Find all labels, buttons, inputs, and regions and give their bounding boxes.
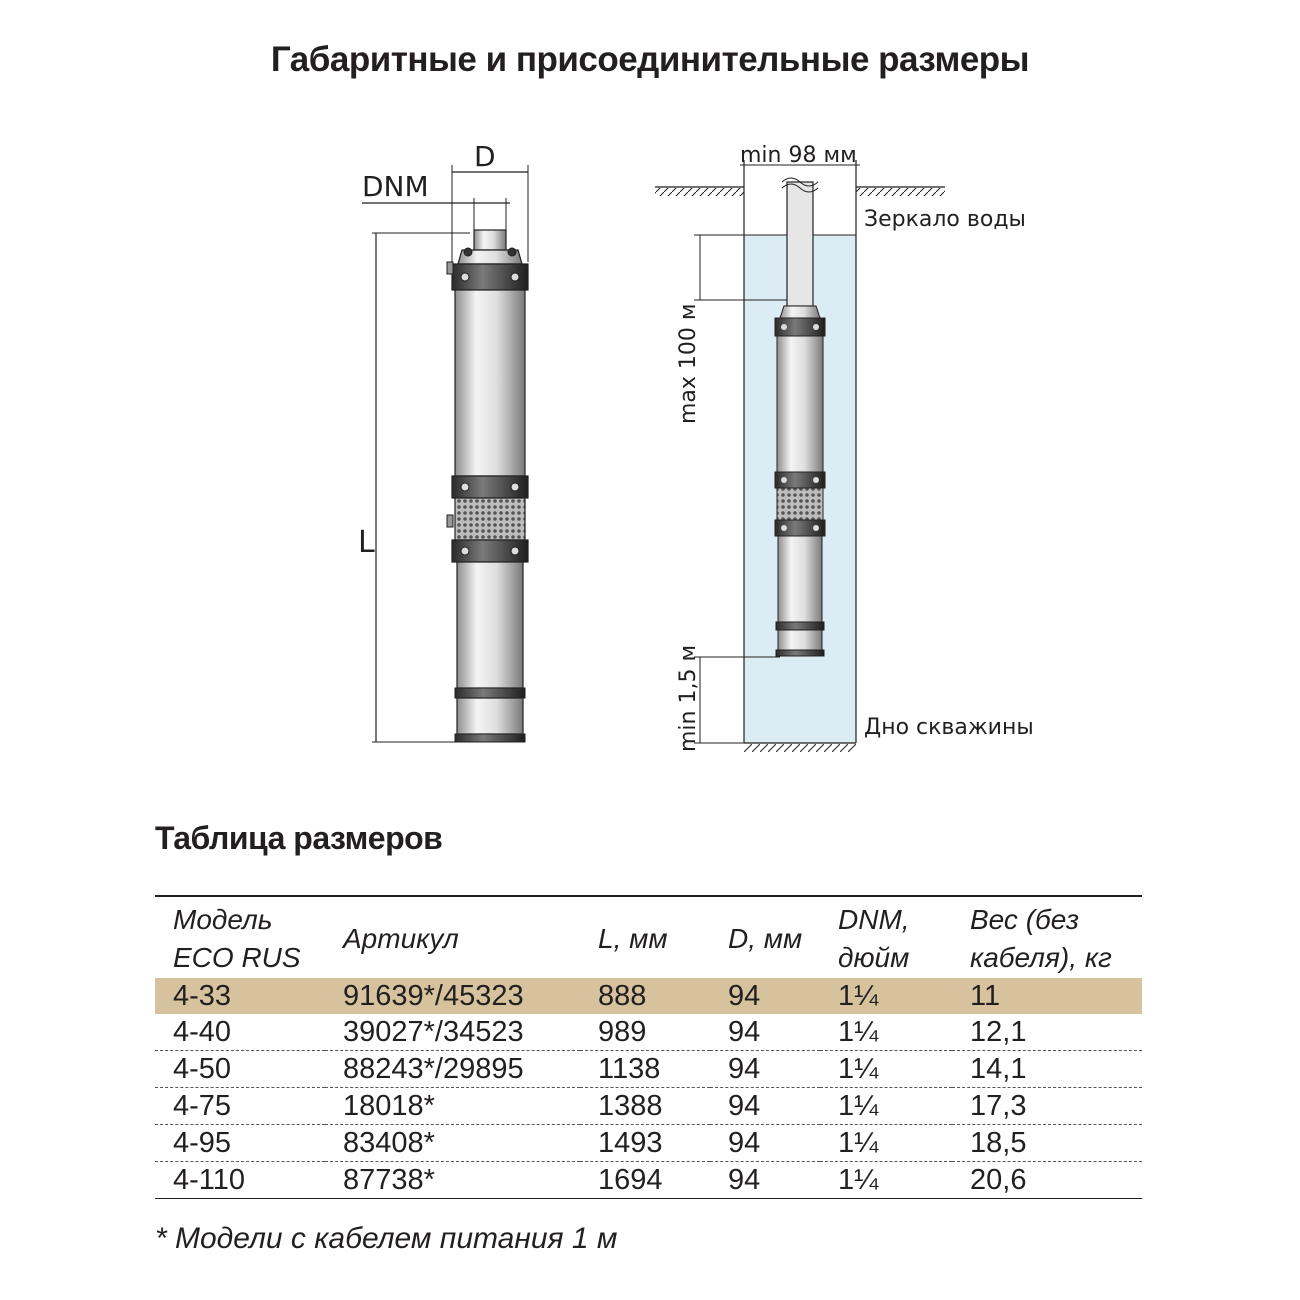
cell-article: 91639*/45323 [325, 978, 580, 1014]
cell-model: 4-75 [155, 1088, 325, 1125]
cell-diameter: 94 [710, 1014, 820, 1051]
header-weight: Вес (без кабеля), кг [970, 904, 1112, 973]
dim-d-label: D [474, 140, 496, 173]
dim-l-label: L [358, 525, 375, 560]
cell-model: 4-110 [155, 1162, 325, 1199]
cell-weight: 14,1 [952, 1051, 1142, 1088]
table-title: Таблица размеров [155, 820, 443, 856]
cell-model: 4-33 [155, 978, 325, 1014]
cell-article: 87738* [325, 1162, 580, 1199]
water-level-label: Зеркало воды [864, 207, 1026, 232]
cell-article: 39027*/34523 [325, 1014, 580, 1051]
header-length: L, мм [598, 923, 668, 954]
cell-dnm: 1¼ [820, 978, 952, 1014]
page-title: Габаритные и присоединительные размеры [270, 40, 1030, 79]
footnote: * Модели с кабелем питания 1 м [155, 1222, 618, 1255]
cell-model: 4-95 [155, 1125, 325, 1162]
cell-length: 1138 [580, 1051, 710, 1088]
cell-weight: 20,6 [952, 1162, 1142, 1199]
well-bottom-label: Дно скважины [864, 715, 1034, 740]
cell-model: 4-50 [155, 1051, 325, 1088]
cell-weight: 12,1 [952, 1014, 1142, 1051]
cell-length: 1694 [580, 1162, 710, 1199]
cell-length: 1388 [580, 1088, 710, 1125]
max-depth-label: max 100 м [676, 303, 701, 424]
cell-diameter: 94 [710, 1162, 820, 1199]
dimensions-table [155, 895, 1142, 1199]
cell-dnm: 1¼ [820, 1162, 952, 1199]
table-row [155, 978, 1142, 1014]
table-row [155, 1125, 1142, 1162]
cell-article: 83408* [325, 1125, 580, 1162]
cell-length: 1493 [580, 1125, 710, 1162]
cell-length: 989 [580, 1014, 710, 1051]
cell-dnm: 1¼ [820, 1051, 952, 1088]
cell-article: 18018* [325, 1088, 580, 1125]
min-bottom-label: min 1,5 м [676, 644, 701, 752]
cell-weight: 18,5 [952, 1125, 1142, 1162]
cell-diameter: 94 [710, 1051, 820, 1088]
cell-diameter: 94 [710, 978, 820, 1014]
cell-weight: 17,3 [952, 1088, 1142, 1125]
pump-dimension-view [362, 165, 528, 742]
dim-dnm-label: DNM [362, 170, 429, 203]
cell-diameter: 94 [710, 1125, 820, 1162]
header-diameter: D, мм [728, 923, 803, 954]
cell-dnm: 1¼ [820, 1014, 952, 1051]
cell-dnm: 1¼ [820, 1088, 952, 1125]
table-row [155, 1162, 1142, 1199]
header-dnm: DNM, дюйм [838, 904, 910, 973]
cell-model: 4-40 [155, 1014, 325, 1051]
table-row [155, 1088, 1142, 1125]
cell-diameter: 94 [710, 1088, 820, 1125]
table-row [155, 1051, 1142, 1088]
cell-length: 888 [580, 978, 710, 1014]
min-width-label: min 98 мм [740, 143, 857, 168]
cell-weight: 11 [952, 978, 1142, 1014]
header-model: Модель ECO RUS [173, 904, 301, 973]
table-header-row [155, 896, 1142, 978]
cell-dnm: 1¼ [820, 1125, 952, 1162]
table-row [155, 1014, 1142, 1051]
cell-article: 88243*/29895 [325, 1051, 580, 1088]
header-article: Артикул [343, 923, 459, 954]
